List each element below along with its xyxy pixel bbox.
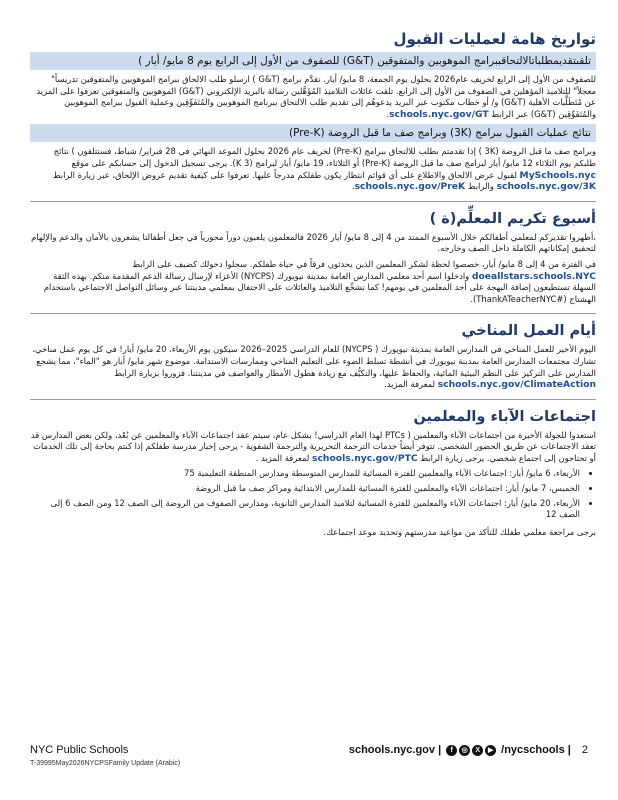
ptc-closing: يرجى مراجعة معلمي طفلك للتأكد من مواعيد مدرستهم وتحديد موعد اجتماعك. <box>323 526 596 537</box>
x-icon[interactable]: X <box>472 745 483 756</box>
divider <box>30 399 596 400</box>
teacher-paragraph-1: ،أظهروا تقديركم لمعلمي أطفالكم خلال الأسبوع الممتد من 4 إلى 8 مايو/ أيار 2026 فالمعلمون يلعبون دوراً محورياً في جعل أطفالنا يشعرون بالأمان والدعم والإلهام لتحقيق إمكاناتهم الكاملة داخل الصف وخارجه. <box>31 231 596 254</box>
page-content <box>30 30 596 542</box>
footer-doc-code: T-39995May2026NYCPSFamily Update (Arabic) <box>30 760 181 767</box>
instagram-icon[interactable]: ◎ <box>459 745 470 756</box>
youtube-icon[interactable]: ▶ <box>485 745 496 756</box>
prek-paragraph: وبرامج صف ما قبل الروضة (3K ) إذا تقدمتم بطلب للالتحاق ببرامج (Pre-K) لخريف عام 2026 بحلول الموعد النهائي في 28 فبراير/ شباط، فستتلقون ) نتائج طلبكم يوم الثلاثاء 12 مايو/ أيار لبرامج صف ما قبل الروضة (Pre-K) أو الثلاثاء، 19 مايو/ أيار لبرامج (3 K). يرجى تسجيل الدخول إلى حسابكم على موقع MySchools.nyc لقبول عرض الالحاق والاطلاع على أي قوائم انتظار يكون طفلكم مدرجاً عليها. تعرفوا على كيفية تقديم عروض الإلحاق، عبر زيارة الرابط schools.nyc.gov/3K والرابط schools.nyc.gov/PreK. <box>52 146 596 193</box>
divider <box>30 201 596 202</box>
ptc-title: اجتماعات الآباء والمعلمين <box>413 408 596 425</box>
myschools-link[interactable]: MySchools.nyc <box>519 169 596 181</box>
prek-banner: نتائج عمليات القبول ببرامج (3K) وبرامج صف ما قبل الروضة (Pre-K) <box>30 124 596 142</box>
climate-title: أيام العمل المناخي <box>461 323 596 340</box>
footer <box>30 744 588 784</box>
page-number: 2 <box>581 744 588 756</box>
gt-link[interactable]: schools.nyc.gov/GT <box>389 108 489 120</box>
footer-site-link[interactable]: schools.nyc.gov | <box>348 744 442 756</box>
admissions-title: تواريخ هامة لعمليات القبول <box>393 30 596 48</box>
climate-link[interactable]: schools.nyc.gov/ClimateAction <box>437 379 596 391</box>
gt-paragraph: للصفوف من الأول إلى الرابع لخريف عام2026 بحلول يوم الجمعة، 8 مايو/ أيار. تقدَّم برامج (G&T ) ارسلو طلب الالحاق ببرامج الموهوبين والمتفوقين تدريساً" معجلاً" للتلاميذ المؤهلين في الصفوف من الأول إلى الرابع. تلقت عائلات التلاميذ المُؤَهَّلين رسالة بالبريد الإلكتروني (G&T) الموهوبين والمتفوقين تعرفوا على المزيد عن مُتَطَلَّبات الأهلية (G&T) و/ أو خطاب مكتوب عبر البريد يدعوهُم إلى تقديم طلب الالتحاق ببرنامج الموهوبين والمُتَفَوِّقِين وعملية القبول ببرامج الموهوبين والمُتَفَوِّقِين (G&T) عبر الرابط schools.nyc.gov/GT. <box>36 74 596 120</box>
list-item: • الأربعاء، 20 مايو/ أيار: اجتماعات الآباء والمعلمين للفترة المسائية لتلاميذ المدارس الثانوية، ومدارس الصفوف من الروضة إلى الصف 12 ومن الصف 6 إلى الصف 12 <box>30 498 580 521</box>
social-icons <box>446 745 496 756</box>
teacher-week-title: أسبوع تكريم المعلِّم(ة ) <box>429 210 596 227</box>
prek-link[interactable]: schools.nyc.gov/PreK <box>354 181 466 193</box>
footer-brand-block <box>30 744 180 767</box>
allstars-link[interactable]: doeallstars.schools.NYC <box>471 270 596 282</box>
list-item: • الأربعاء، 6 مايو/ أيار: اجتماعات الآباء والمعلمين للفترة المسائية للمدارس المتوسطة ومدارس المنطقة التعليمية 75 <box>30 468 580 480</box>
climate-paragraph: اليوم الأخير للعمل المناخي في المدارس العامة بمدينة نيويورك ( NYCPS) للعام الدراسي 2025–2026 سيكون يوم الأربعاء، 20 مايو/ أيار! في كل يوم عمل مناخي، تشارك مجتمعات المدارس العامة بمدينة نيويورك في أنشطة تسلط الضوء على التعليم المناخي وممارسات الاستدامة. موضوع شهر مايو/ أيار هو "الماء"، مما يشجع المدارس على التركيز على النظم البيئية المائية، والحفاظ عليها، والتكيُّف مع زيادة هطول الأمطار والعواصف في مدينتنا. فزوروا بزيارة الرابط schools.nyc.gov/ClimateAction لمعرفة المزيد. <box>32 344 596 391</box>
divider <box>30 313 596 314</box>
ptc-dates-list <box>30 468 596 520</box>
ptc-link[interactable]: schools.nyc.gov/PTC <box>312 452 418 464</box>
facebook-icon[interactable]: f <box>446 745 457 756</box>
footer-links <box>349 744 588 756</box>
ptc-paragraph: استعدوا للجولة الأخيرة من اجتماعات الآباء والمعلمين ( PTCs لهذا العام الدراسي! بشكل عام، سيتم عقد اجتماعات الآباء والمعلمين عن بُعْد، ولكن بعض المدارس قد تعقد الاجتماعات عن طريق الحضور الشخصي. تتوفر أيضاً خدمات الترجمة التحريرية والترجمة الشفوية - يرجى إخبار مدرسة طفلكم إذا كنتم بحاجة إلى تلك الخدمات أو تحتاجون إلى اجتماع شخصي. يرجى زيارة الرابط schools.nyc.gov/PTC لمعرفة المزيد . <box>30 429 596 464</box>
3k-link[interactable]: schools.nyc.gov/3K <box>496 181 596 193</box>
teacher-paragraph-2: في الفترة من 4 إلى 8 مايو/ أيار، خصصوا لحظة لشكر المعلمين الذين يحدثون فرقاً في حياة طفلكم. سجلوا دخولك كضيف على الرابط doeallstars.schools.NYC وادخلوا اسم أحد معلمي المدارس العامة بمدينة نيويورك (NYCPS) الأعزاء لإرسال رسالة الدعم المقدمة منكم. بهذه الثقة السهلة تستطيعون إضافة البهجة على أحد المعلمين في يومهم! كما نشجِّع التلاميذ والعائلات على الاحتفال بمعلمي مدينتنا عبر وسائل التواصل الاجتماعي باستخدام الهشتاج (#ThankATeacherNYC). <box>43 258 596 304</box>
footer-handle[interactable]: /nycschools | <box>501 744 571 756</box>
gt-banner: تلقىتقديمطلباتالالتحاقببرامج الموهوبين والمتفوقين (G&T) للصفوف من الأول إلى الرابع يوم 8 مايو/ أيار ) <box>30 52 596 70</box>
list-item: • الخميس، 7 مايو/ أيار: اجتماعات الآباء والمعلمين للفترة المسائية للمدارس الابتدائية ومراكز صف ما قبل الروضة <box>30 483 580 495</box>
footer-brand: NYC Public Schools <box>30 744 129 756</box>
